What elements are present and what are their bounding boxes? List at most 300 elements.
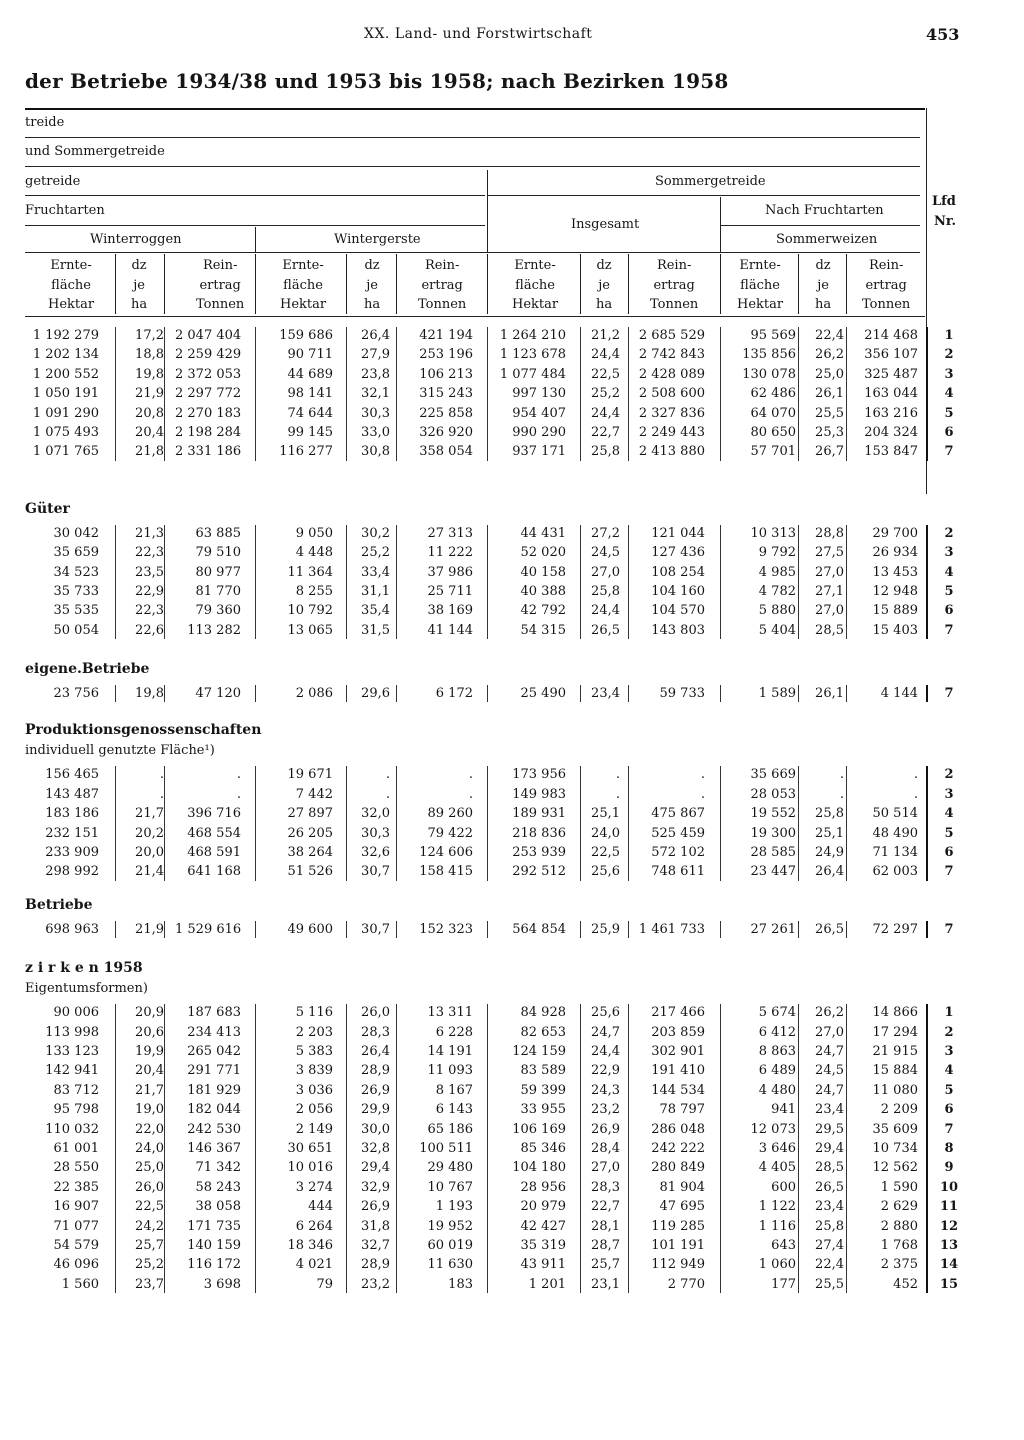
cell-gerste-area: 49 600 xyxy=(287,921,333,937)
header-getreide: getreide xyxy=(25,174,81,189)
cell-gerste-area: 98 141 xyxy=(287,386,333,402)
column-rule xyxy=(346,1004,347,1293)
cell-sommer-yield: 26,5 xyxy=(591,622,620,638)
block-rows xyxy=(25,684,954,703)
data-block xyxy=(25,658,954,703)
cell-sommer-total: 217 466 xyxy=(651,1005,705,1021)
cell-sommer-total: 475 867 xyxy=(651,806,705,822)
column-rule xyxy=(255,921,256,938)
cell-gerste-total: 326 920 xyxy=(419,424,473,440)
cell-sommer-yield: 24,0 xyxy=(591,825,620,841)
data-block xyxy=(25,326,954,462)
cell-weizen-area: 6 489 xyxy=(758,1063,796,1079)
block-rows xyxy=(25,920,954,939)
table-row xyxy=(25,404,954,423)
cell-sommer-area: 564 854 xyxy=(512,921,566,937)
cell-roggen-yield: 25,7 xyxy=(135,1237,164,1253)
header-rule-4-left xyxy=(25,225,485,226)
cell-roggen-area: 22 385 xyxy=(53,1179,99,1195)
cell-sommer-total: 108 254 xyxy=(651,564,705,580)
cell-sommer-yield: 23,1 xyxy=(591,1276,620,1292)
cell-weizen-total: 12 948 xyxy=(872,583,918,599)
lfd-rule xyxy=(926,921,928,938)
block-rows xyxy=(25,524,954,640)
cell-gerste-yield: 23,2 xyxy=(361,1276,390,1292)
cell-gerste-yield: . xyxy=(385,786,390,802)
column-rule xyxy=(846,327,847,461)
cell-sommer-total: 2 428 089 xyxy=(638,366,705,382)
cell-sommer-area: 292 512 xyxy=(512,864,566,880)
cell-gerste-total: 6 143 xyxy=(435,1102,473,1118)
cell-roggen-area: 1 091 290 xyxy=(32,405,99,421)
cell-roggen-yield: 17,2 xyxy=(135,328,164,343)
header-top-rule xyxy=(25,108,925,110)
cell-gerste-area: 51 526 xyxy=(287,864,333,880)
header-rule-1 xyxy=(25,137,920,138)
cell-roggen-total: 291 771 xyxy=(187,1063,241,1079)
cell-gerste-yield: 30,7 xyxy=(361,921,390,937)
table-row xyxy=(25,1236,959,1255)
header-und-sommergetreide: und Sommergetreide xyxy=(25,144,165,159)
cell-weizen-total: 17 294 xyxy=(872,1024,918,1040)
cell-gerste-total: 124 606 xyxy=(419,845,473,861)
cell-weizen-total: 15 889 xyxy=(872,603,918,619)
header-rule-4-right xyxy=(721,225,920,226)
column-rule xyxy=(346,921,347,938)
subheader-rule xyxy=(628,254,629,314)
column-rule xyxy=(720,525,721,639)
subheader-rule xyxy=(720,254,721,314)
cell-weizen-area: 19 552 xyxy=(750,806,796,822)
cell-weizen-total: 71 134 xyxy=(872,845,918,861)
cell-lfd-nr: 7 xyxy=(944,444,954,460)
column-rule xyxy=(396,766,397,880)
table-row xyxy=(25,1197,959,1216)
cell-sommer-yield: 24,4 xyxy=(591,603,620,619)
column-rule xyxy=(396,1004,397,1293)
cell-roggen-total: 171 735 xyxy=(187,1218,241,1234)
cell-gerste-yield: 32,0 xyxy=(361,806,390,822)
cell-weizen-area: 80 650 xyxy=(750,424,796,440)
cell-gerste-total: 253 196 xyxy=(419,347,473,363)
cell-gerste-area: 2 086 xyxy=(295,686,333,702)
cell-weizen-total: 62 003 xyxy=(872,864,918,880)
cell-sommer-area: 1 201 xyxy=(528,1276,566,1292)
cell-roggen-total: 71 342 xyxy=(195,1160,241,1176)
column-rule xyxy=(164,1004,165,1293)
cell-sommer-yield: 25,9 xyxy=(591,921,620,937)
cell-sommer-total: 47 695 xyxy=(659,1199,705,1215)
cell-gerste-total: 29 480 xyxy=(427,1160,473,1176)
header-rule-2 xyxy=(25,166,920,167)
cell-sommer-total: 101 191 xyxy=(651,1237,705,1253)
cell-weizen-total: 452 xyxy=(893,1276,918,1292)
cell-roggen-yield: 25,2 xyxy=(135,1257,164,1273)
subheader-yield-2: dz je ha xyxy=(364,258,381,312)
cell-sommer-total: 1 461 733 xyxy=(638,921,705,937)
column-rule xyxy=(164,327,165,461)
cell-roggen-total: 468 554 xyxy=(187,825,241,841)
block-title: Güter xyxy=(25,500,70,517)
header-divider-winter-summer xyxy=(487,170,488,252)
table-row xyxy=(25,1100,954,1119)
cell-gerste-area: 27 897 xyxy=(287,806,333,822)
cell-sommer-yield: 24,7 xyxy=(591,1024,620,1040)
cell-gerste-yield: 28,9 xyxy=(361,1257,390,1273)
cell-sommer-area: 1 264 210 xyxy=(499,328,566,343)
cell-roggen-total: 2 297 772 xyxy=(175,386,242,402)
cell-gerste-yield: 23,8 xyxy=(361,366,390,382)
cell-roggen-total: 79 360 xyxy=(195,603,241,619)
cell-lfd-nr: 4 xyxy=(944,806,954,822)
table-row xyxy=(25,524,954,543)
cell-gerste-area: 44 689 xyxy=(287,366,333,382)
block-title: eigene.Betriebe xyxy=(25,661,150,678)
cell-weizen-area: 95 569 xyxy=(750,328,796,343)
cell-sommer-total: 104 570 xyxy=(651,603,705,619)
cell-lfd-nr: 2 xyxy=(944,347,954,363)
cell-weizen-yield: 25,5 xyxy=(815,405,844,421)
cell-roggen-yield: 20,2 xyxy=(135,825,164,841)
cell-gerste-total: 89 260 xyxy=(427,806,473,822)
cell-gerste-area: 2 149 xyxy=(295,1121,333,1137)
cell-sommer-yield: 25,8 xyxy=(591,444,620,460)
cell-roggen-area: 1 075 493 xyxy=(32,424,99,440)
cell-sommer-total: 2 413 880 xyxy=(638,444,705,460)
cell-sommer-yield: 24,4 xyxy=(591,347,620,363)
cell-sommer-total: 191 410 xyxy=(651,1063,705,1079)
column-rule xyxy=(346,327,347,461)
cell-weizen-yield: 25,8 xyxy=(815,806,844,822)
cell-weizen-total: 2 629 xyxy=(880,1199,918,1215)
cell-lfd-nr: 5 xyxy=(944,583,954,599)
cell-roggen-yield: 21,3 xyxy=(135,525,164,541)
cell-roggen-area: 1 192 279 xyxy=(32,328,99,343)
cell-weizen-area: 177 xyxy=(771,1276,796,1292)
cell-weizen-yield: 28,8 xyxy=(815,525,844,541)
cell-weizen-yield: 25,0 xyxy=(815,366,844,382)
cell-weizen-yield: 26,1 xyxy=(815,386,844,402)
cell-gerste-yield: 32,1 xyxy=(361,386,390,402)
column-rule xyxy=(255,685,256,702)
cell-weizen-area: 12 073 xyxy=(750,1121,796,1137)
cell-lfd-nr: 4 xyxy=(944,386,954,402)
cell-gerste-total: 106 213 xyxy=(419,366,473,382)
cell-sommer-total: 2 770 xyxy=(667,1276,705,1292)
column-rule xyxy=(346,525,347,639)
cell-sommer-total: 112 949 xyxy=(651,1257,705,1273)
cell-sommer-yield: 24,4 xyxy=(591,405,620,421)
cell-gerste-yield: 32,7 xyxy=(361,1237,390,1253)
cell-sommer-area: 253 939 xyxy=(512,845,566,861)
column-rule xyxy=(396,921,397,938)
cell-roggen-total: 2 372 053 xyxy=(175,366,242,382)
header-fruchtarten: Fruchtarten xyxy=(25,203,105,218)
column-rule xyxy=(846,1004,847,1293)
column-rule xyxy=(164,766,165,880)
table-row xyxy=(25,1178,959,1197)
cell-sommer-area: 40 158 xyxy=(520,564,566,580)
cell-gerste-total: 60 019 xyxy=(427,1237,473,1253)
column-rule xyxy=(487,525,488,639)
cell-gerste-area: 10 016 xyxy=(287,1160,333,1176)
table-row xyxy=(25,1003,954,1022)
cell-roggen-yield: 21,7 xyxy=(135,1082,164,1098)
cell-gerste-area: 116 277 xyxy=(279,444,333,460)
column-rule xyxy=(487,327,488,461)
cell-roggen-total: 187 683 xyxy=(187,1005,241,1021)
cell-gerste-total: 421 194 xyxy=(419,328,473,343)
cell-gerste-total: 6 228 xyxy=(435,1024,473,1040)
cell-roggen-yield: 20,4 xyxy=(135,424,164,440)
cell-weizen-area: 9 792 xyxy=(758,545,796,561)
cell-gerste-area: 38 264 xyxy=(287,845,333,861)
cell-lfd-nr: 3 xyxy=(944,1043,954,1059)
cell-weizen-total: 2 880 xyxy=(880,1218,918,1234)
cell-sommer-total: 121 044 xyxy=(651,525,705,541)
column-rule xyxy=(720,766,721,880)
column-rule xyxy=(720,1004,721,1293)
column-rule xyxy=(115,685,116,702)
cell-lfd-nr: 9 xyxy=(944,1160,954,1176)
table-row xyxy=(25,1139,954,1158)
column-rule xyxy=(487,1004,488,1293)
cell-weizen-total: 21 915 xyxy=(872,1043,918,1059)
cell-gerste-total: 225 858 xyxy=(419,405,473,421)
block-rows xyxy=(25,326,954,462)
cell-roggen-total: 81 770 xyxy=(195,583,241,599)
table-row xyxy=(25,543,954,562)
cell-weizen-yield: 25,1 xyxy=(815,825,844,841)
cell-gerste-total: . xyxy=(468,767,473,783)
cell-gerste-area: 10 792 xyxy=(287,603,333,619)
cell-roggen-area: 1 200 552 xyxy=(32,366,99,382)
cell-sommer-yield: 26,9 xyxy=(591,1121,620,1137)
cell-sommer-area: 189 931 xyxy=(512,806,566,822)
cell-sommer-total: 143 803 xyxy=(651,622,705,638)
cell-sommer-yield: 23,4 xyxy=(591,686,620,702)
cell-roggen-total: 116 172 xyxy=(187,1257,241,1273)
table-row xyxy=(25,442,954,461)
cell-gerste-yield: 30,7 xyxy=(361,864,390,880)
cell-weizen-yield: 25,5 xyxy=(815,1276,844,1292)
cell-roggen-area: 54 579 xyxy=(53,1237,99,1253)
subheader-rule xyxy=(798,254,799,314)
cell-sommer-area: 84 928 xyxy=(520,1005,566,1021)
cell-gerste-area: 30 651 xyxy=(287,1140,333,1156)
column-rule xyxy=(628,685,629,702)
cell-gerste-total: 10 767 xyxy=(427,1179,473,1195)
cell-roggen-area: 1 050 191 xyxy=(32,386,99,402)
section-title: XX. Land- und Forstwirtschaft xyxy=(364,26,593,42)
cell-gerste-area: 3 036 xyxy=(295,1082,333,1098)
cell-roggen-area: 233 909 xyxy=(45,845,99,861)
column-rule xyxy=(115,1004,116,1293)
cell-roggen-yield: 24,0 xyxy=(135,1140,164,1156)
cell-roggen-yield: 18,8 xyxy=(135,347,164,363)
cell-roggen-total: 265 042 xyxy=(187,1043,241,1059)
header-rule-3-right xyxy=(488,195,920,196)
cell-sommer-total: 78 797 xyxy=(659,1102,705,1118)
cell-sommer-area: 59 399 xyxy=(520,1082,566,1098)
cell-gerste-yield: 29,9 xyxy=(361,1102,390,1118)
column-rule xyxy=(580,525,581,639)
page-number: 453 xyxy=(926,25,960,44)
data-block xyxy=(25,498,954,640)
cell-gerste-yield: 31,1 xyxy=(361,583,390,599)
cell-gerste-yield: 35,4 xyxy=(361,603,390,619)
cell-gerste-yield: 26,9 xyxy=(361,1199,390,1215)
cell-weizen-area: 3 646 xyxy=(758,1140,796,1156)
cell-weizen-total: 2 209 xyxy=(880,1102,918,1118)
cell-roggen-total: 80 977 xyxy=(195,564,241,580)
column-rule xyxy=(396,327,397,461)
cell-weizen-yield: 25,8 xyxy=(815,1218,844,1234)
cell-weizen-yield: 22,4 xyxy=(815,1257,844,1273)
cell-weizen-yield: 27,0 xyxy=(815,564,844,580)
cell-roggen-total: 1 529 616 xyxy=(175,921,242,937)
cell-roggen-area: 23 756 xyxy=(53,686,99,702)
cell-weizen-area: 4 782 xyxy=(758,583,796,599)
cell-weizen-yield: 26,5 xyxy=(815,921,844,937)
block-rows xyxy=(25,1003,959,1294)
cell-roggen-area: 46 096 xyxy=(53,1257,99,1273)
cell-roggen-total: 79 510 xyxy=(195,545,241,561)
cell-sommer-area: 44 431 xyxy=(520,525,566,541)
cell-weizen-yield: . xyxy=(839,767,844,783)
cell-roggen-yield: 24,2 xyxy=(135,1218,164,1234)
cell-weizen-total: 12 562 xyxy=(872,1160,918,1176)
subheader-area-3: Ernte- fläche Hektar xyxy=(512,258,559,312)
cell-gerste-yield: 33,4 xyxy=(361,564,390,580)
table-row xyxy=(25,582,954,601)
cell-weizen-area: 4 985 xyxy=(758,564,796,580)
cell-gerste-total: 14 191 xyxy=(427,1043,473,1059)
cell-gerste-area: 26 205 xyxy=(287,825,333,841)
cell-lfd-nr: 1 xyxy=(944,328,954,343)
column-rule xyxy=(798,525,799,639)
cell-gerste-yield: 30,3 xyxy=(361,405,390,421)
cell-roggen-yield: 19,8 xyxy=(135,686,164,702)
cell-gerste-yield: 32,6 xyxy=(361,845,390,861)
cell-roggen-yield: 21,8 xyxy=(135,444,164,460)
table-row xyxy=(25,621,954,640)
table-row xyxy=(25,1275,959,1294)
cell-lfd-nr: 4 xyxy=(944,564,954,580)
cell-weizen-total: 214 468 xyxy=(864,328,918,343)
subheader-yield-3: dz je ha xyxy=(596,258,613,312)
cell-sommer-area: 149 983 xyxy=(512,786,566,802)
cell-sommer-area: 20 979 xyxy=(520,1199,566,1215)
cell-sommer-total: 2 742 843 xyxy=(638,347,705,363)
cell-sommer-yield: 27,2 xyxy=(591,525,620,541)
cell-weizen-total: 4 144 xyxy=(880,686,918,702)
cell-weizen-total: 1 590 xyxy=(880,1179,918,1195)
cell-weizen-yield: 27,4 xyxy=(815,1237,844,1253)
column-rule xyxy=(255,1004,256,1293)
subheader-yield-4: dz je ha xyxy=(815,258,832,312)
cell-sommer-yield: 22,7 xyxy=(591,1199,620,1215)
cell-sommer-yield: 28,4 xyxy=(591,1140,620,1156)
cell-roggen-area: 50 054 xyxy=(53,622,99,638)
cell-lfd-nr: 10 xyxy=(939,1179,959,1195)
column-rule xyxy=(487,766,488,880)
table-body xyxy=(25,318,959,1294)
block-subtitle: Eigentumsformen) xyxy=(25,981,148,997)
column-rule xyxy=(164,921,165,938)
table-row xyxy=(25,920,954,939)
subheader-rule xyxy=(255,254,256,314)
cell-weizen-yield: 23,4 xyxy=(815,1199,844,1215)
cell-gerste-total: 25 711 xyxy=(427,583,473,599)
cell-gerste-total: 13 311 xyxy=(427,1005,473,1021)
cell-roggen-total: 58 243 xyxy=(195,1179,241,1195)
cell-sommer-area: 42 792 xyxy=(520,603,566,619)
table-row xyxy=(25,1158,954,1177)
cell-gerste-total: 11 630 xyxy=(427,1257,473,1273)
cell-roggen-yield: 19,9 xyxy=(135,1043,164,1059)
lfd-rule xyxy=(926,685,928,702)
table-row xyxy=(25,423,954,442)
cell-roggen-area: 298 992 xyxy=(45,864,99,880)
cell-sommer-area: 40 388 xyxy=(520,583,566,599)
header-nach-fruchtarten: Nach Fruchtarten xyxy=(765,203,884,218)
cell-gerste-area: 8 255 xyxy=(295,583,333,599)
cell-weizen-area: 35 669 xyxy=(750,767,796,783)
cell-sommer-total: 104 160 xyxy=(651,583,705,599)
cell-sommer-total: . xyxy=(700,786,705,802)
cell-lfd-nr: 4 xyxy=(944,1063,954,1079)
cell-weizen-area: 1 060 xyxy=(758,1257,796,1273)
header-treide: treide xyxy=(25,115,65,130)
cell-roggen-total: 641 168 xyxy=(187,864,241,880)
column-rule xyxy=(346,685,347,702)
cell-weizen-area: 62 486 xyxy=(750,386,796,402)
column-rule xyxy=(720,685,721,702)
cell-sommer-area: 82 653 xyxy=(520,1024,566,1040)
cell-roggen-area: 113 998 xyxy=(45,1024,99,1040)
cell-lfd-nr: 12 xyxy=(939,1218,959,1234)
cell-weizen-yield: 26,5 xyxy=(815,1179,844,1195)
column-rule xyxy=(115,766,116,880)
cell-weizen-area: 5 880 xyxy=(758,603,796,619)
cell-gerste-total: 8 167 xyxy=(435,1082,473,1098)
subheader-rule xyxy=(115,254,116,314)
column-rule xyxy=(115,327,116,461)
cell-weizen-total: 204 324 xyxy=(864,424,918,440)
cell-sommer-area: 28 956 xyxy=(520,1179,566,1195)
column-rule xyxy=(720,921,721,938)
subheader-rule xyxy=(164,254,165,314)
cell-roggen-yield: 21,9 xyxy=(135,386,164,402)
subheader-rule xyxy=(487,254,488,314)
cell-roggen-area: 143 487 xyxy=(45,786,99,802)
cell-weizen-total: 163 044 xyxy=(864,386,918,402)
column-rule xyxy=(798,327,799,461)
cell-gerste-total: 6 172 xyxy=(435,686,473,702)
cell-weizen-total: 15 884 xyxy=(872,1063,918,1079)
header-bottom-rule xyxy=(25,316,925,317)
cell-sommer-total: 302 901 xyxy=(651,1043,705,1059)
cell-sommer-area: 990 290 xyxy=(512,424,566,440)
column-rule xyxy=(846,685,847,702)
cell-roggen-yield: 25,0 xyxy=(135,1160,164,1176)
cell-gerste-yield: 28,9 xyxy=(361,1063,390,1079)
cell-gerste-yield: 30,3 xyxy=(361,825,390,841)
cell-gerste-area: 7 442 xyxy=(295,786,333,802)
cell-weizen-yield: 24,7 xyxy=(815,1082,844,1098)
cell-gerste-total: 19 952 xyxy=(427,1218,473,1234)
